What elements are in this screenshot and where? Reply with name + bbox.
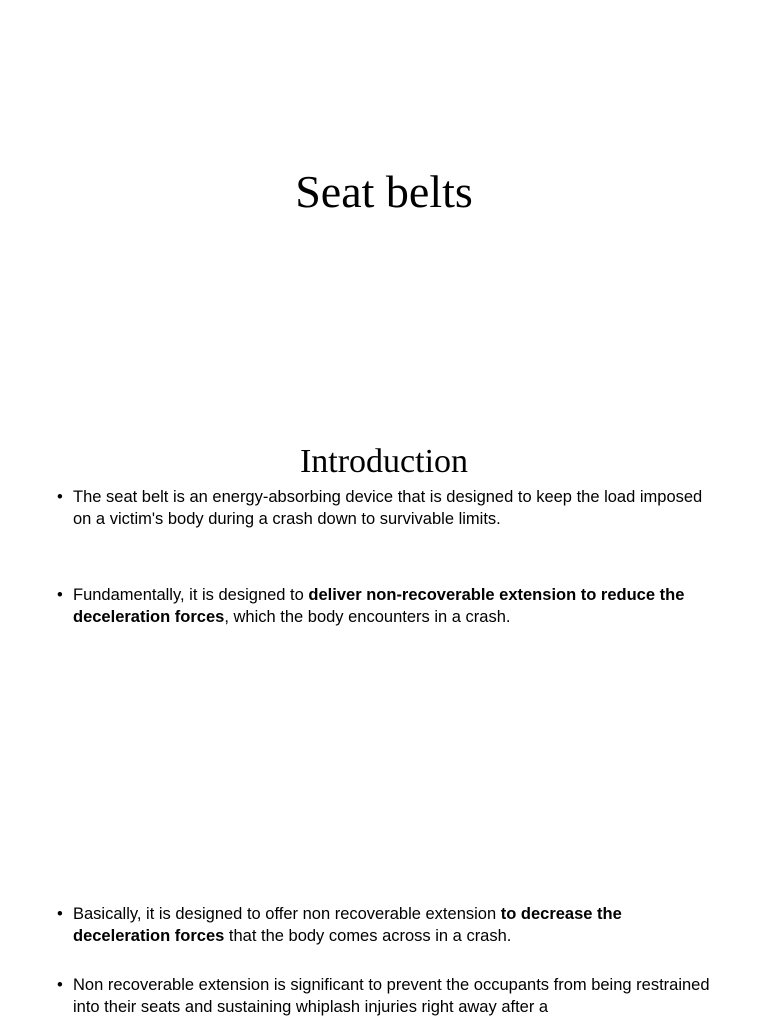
slide-title: Seat belts [295, 166, 473, 217]
bullet-text: The seat belt is an energy-absorbing device that is designed to keep the load imposed on a victim's body during a crash down to survivable limits. [73, 488, 703, 528]
bullet-text: Non recoverable extension is significant to prevent the occupants from being restrained into their seats and sustaining whiplash injuries right away after a [73, 976, 710, 1016]
bullet-emphasis: to decrease the deceleration forces [73, 905, 622, 945]
bullet-item [56, 584, 716, 628]
bullet-text: that the body comes across in a crash. [224, 927, 512, 945]
bullet-item [56, 486, 716, 530]
intro-bullet-list [56, 486, 716, 628]
bullet-item [56, 974, 716, 1018]
slide3-bullet-list [56, 903, 716, 1018]
bullet-text: Basically, it is designed to offer non recoverable extension [73, 905, 501, 923]
bullet-emphasis: deliver non-recoverable extension to reduce the deceleration forces [73, 586, 685, 626]
bullet-text: , which the body encounters in a crash. [224, 608, 511, 626]
bullet-item [56, 903, 716, 947]
bullet-text: Fundamentally, it is designed to [73, 586, 309, 604]
section-heading: Introduction [299, 443, 469, 480]
